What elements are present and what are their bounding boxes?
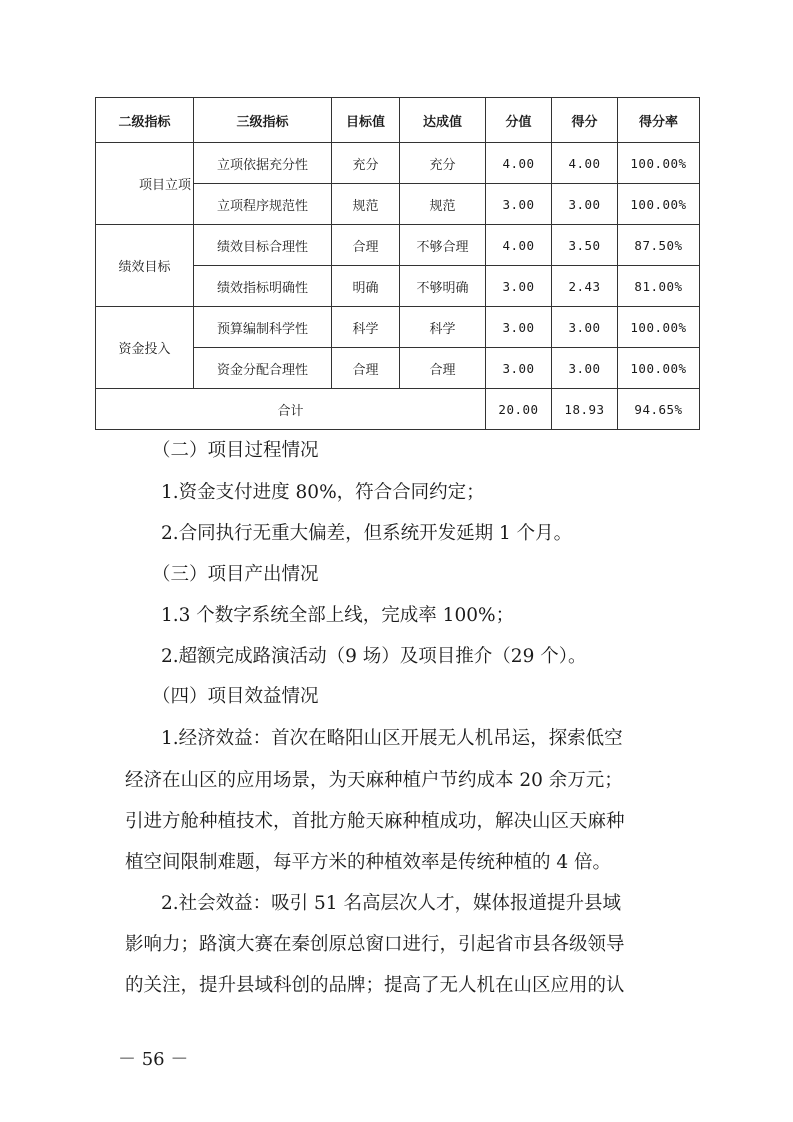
score-cell: 3.00 [552,348,618,389]
score-value-cell: 4.00 [486,143,552,184]
table-row [96,307,700,348]
target-cell: 合理 [332,225,400,266]
score-value-cell: 4.00 [486,225,552,266]
process-section-heading: （二）项目过程情况 [152,440,319,461]
level2-cell: 项目立项 [96,143,194,225]
target-cell: 规范 [332,184,400,225]
rate-cell: 100.00% [618,348,700,389]
table-total-row [96,389,700,430]
total-label-cell: 合计 [96,389,486,430]
level3-cell: 立项程序规范性 [194,184,332,225]
achieved-cell: 合理 [400,348,486,389]
target-cell: 充分 [332,143,400,184]
economic-benefit-line-4: 植空间限制难题，每平方米的种植效率是传统种植的 4 倍。 [125,852,612,873]
target-cell: 科学 [332,307,400,348]
score-cell: 2.43 [552,266,618,307]
achieved-cell: 规范 [400,184,486,225]
total-score-cell: 18.93 [552,389,618,430]
output-section-heading: （三）项目产出情况 [152,564,319,585]
social-benefit-line-3: 的关注，提升县域科创的品牌；提高了无人机在山区应用的认 [125,975,625,996]
header-level3-indicator: 三级指标 [194,98,332,143]
benefit-section-heading: （四）项目效益情况 [152,686,319,707]
level3-cell: 资金分配合理性 [194,348,332,389]
score-cell: 4.00 [552,143,618,184]
rate-cell: 87.50% [618,225,700,266]
economic-benefit-line-1: 1.经济效益：首次在略阳山区开展无人机吊运，探索低空 [161,728,623,749]
economic-benefit-line-3: 引进方舱种植技术，首批方舱天麻种植成功，解决山区天麻种 [125,811,625,832]
score-value-cell: 3.00 [486,307,552,348]
level3-cell: 预算编制科学性 [194,307,332,348]
output-item-2: 2.超额完成路演活动（9 场）及项目推介（29 个）。 [161,646,587,667]
social-benefit-line-2: 影响力；路演大赛在秦创原总窗口进行，引起省市县各级领导 [125,934,625,955]
rate-cell: 81.00% [618,266,700,307]
performance-score-table [95,97,700,430]
level2-cell: 资金投入 [96,307,194,389]
level2-cell: 绩效目标 [96,225,194,307]
rate-cell: 100.00% [618,143,700,184]
score-value-cell: 3.00 [486,266,552,307]
header-score-rate: 得分率 [618,98,700,143]
rate-cell: 100.00% [618,184,700,225]
achieved-cell: 充分 [400,143,486,184]
process-item-1: 1.资金支付进度 80%，符合合同约定； [161,482,485,503]
process-item-2: 2.合同执行无重大偏差，但系统开发延期 1 个月。 [161,523,573,544]
level3-cell: 立项依据充分性 [194,143,332,184]
economic-benefit-line-2: 经济在山区的应用场景，为天麻种植户节约成本 20 余万元； [125,770,623,791]
target-cell: 明确 [332,266,400,307]
page-number: － 56 － [118,1049,189,1070]
level3-cell: 绩效目标合理性 [194,225,332,266]
target-cell: 合理 [332,348,400,389]
output-item-1: 1.3 个数字系统全部上线，完成率 100%； [161,605,515,626]
table-header-row [96,98,700,143]
total-score-value-cell: 20.00 [486,389,552,430]
score-value-cell: 3.00 [486,184,552,225]
achieved-cell: 科学 [400,307,486,348]
total-rate-cell: 94.65% [618,389,700,430]
header-target-value: 目标值 [332,98,400,143]
score-cell: 3.00 [552,184,618,225]
score-cell: 3.50 [552,225,618,266]
table-row [96,143,700,184]
header-score: 得分 [552,98,618,143]
achieved-cell: 不够合理 [400,225,486,266]
header-level2-indicator: 二级指标 [96,98,194,143]
rate-cell: 100.00% [618,307,700,348]
level3-cell: 绩效指标明确性 [194,266,332,307]
header-score-value: 分值 [486,98,552,143]
score-cell: 3.00 [552,307,618,348]
header-achieved-value: 达成值 [400,98,486,143]
table-row [96,225,700,266]
achieved-cell: 不够明确 [400,266,486,307]
social-benefit-line-1: 2.社会效益：吸引 51 名高层次人才，媒体报道提升县域 [161,893,621,914]
score-value-cell: 3.00 [486,348,552,389]
